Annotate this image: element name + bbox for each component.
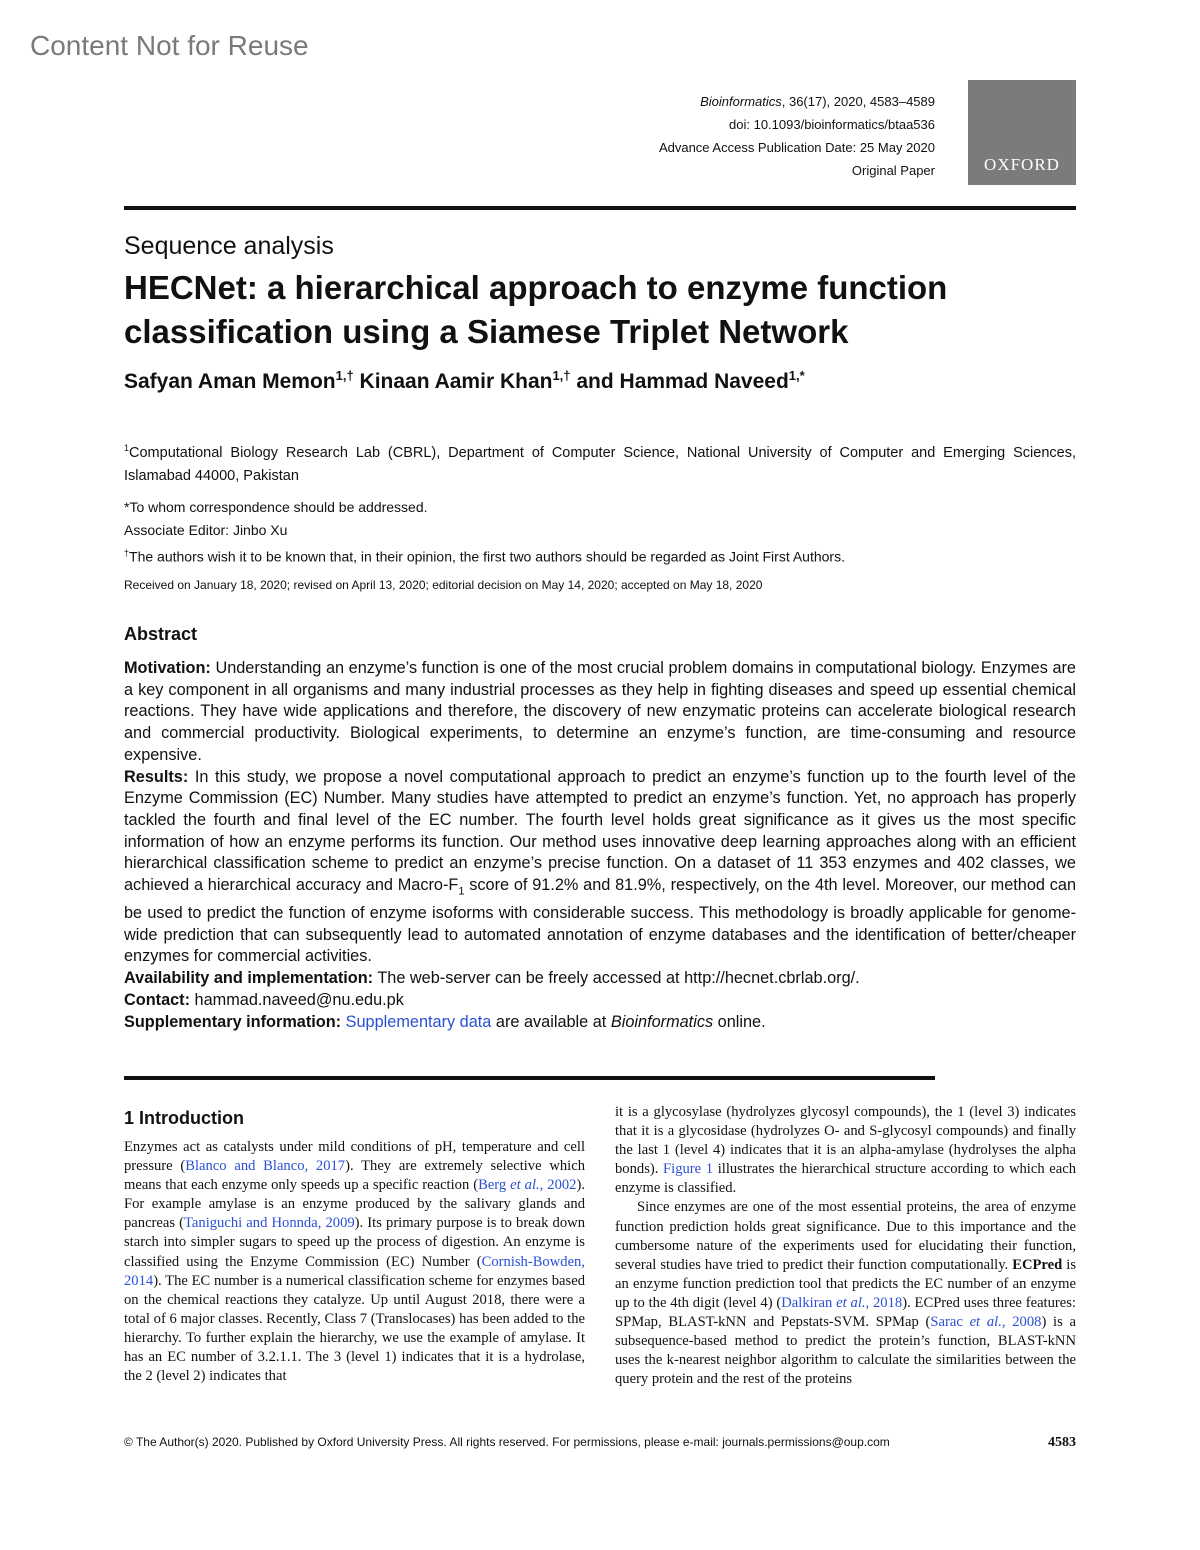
page-number: 4583 [1048,1435,1076,1450]
intro-paragraph [615,1103,1076,1198]
associate-editor: Associate Editor: Jinbo Xu [124,522,288,538]
text-run: ). For example amylase is an enzyme produced by the salivary glands and pancreas ( [124,1177,585,1232]
abstract-results: Results: In this study, we propose a novel computational approach to predict an enzyme’s function up to the fourth level of the Enzyme Commission (EC) Number. Many studies have attempted to predict an enzyme’s function. Yet, no approach has properly tackled the fourth and final level of the EC number. The fourth level holds great significance as it gives us the most specific information of how an enzyme performs its function. Our method uses innovative deep learning approaches along with an efficient hierarchical classification scheme to predict an enzyme’s precise function. On a dataset of 11 353 enzymes and 402 classes, we achieved a hierarchical accuracy and Macro-$F_1$ score of 91.2% and 81.9%, respectively, on the 4th level. Moreover, our method can be used to predict the function of enzyme isoforms with considerable success. This methodology is broadly applicable for genome-wide prediction that can subsequently lead to automated annotation of enzyme databases and the identification of better/cheaper enzymes for commercial activities. [124,767,1077,966]
body-column-left [124,1106,585,1386]
text-run: is an enzyme function prediction tool that predicts the EC number of an enzyme up to the 4th digit (level 4) ( [615,1256,1076,1311]
text-run: it is a glycosylase (hydrolyzes glycosyl compounds), the 1 (level 3) indicates that it is a glycosidase (hydrolyzes O- and S-glycosyl compounds) and finally the last 1 (level 4) indicates that it is an alpha-amylase (hydrolyses the alpha bonds). [615,1104,1076,1178]
copyright-notice: © The Author(s) 2020. Published by Oxford University Press. All rights reserved. For permissions, please e-mail: journals.permissions@oup.com [124,1435,890,1449]
watermark: Content Not for Reuse [30,30,309,61]
text-run: ECPred [1012,1256,1063,1273]
citation-link[interactable]: Cornish-Bowden, 2014 [124,1253,585,1289]
author[interactable]: and Hammad Naveed$^{1,*}$ [570,368,805,393]
author-list [124,368,805,394]
abstract-contact: Contact: hammad.naveed@nu.edu.pk [124,990,404,1009]
author[interactable]: Kinaan Aamir Khan$^{1,\dagger}$ [353,368,571,393]
intro-paragraph [124,1138,585,1386]
author-notes [124,496,1076,569]
intro-paragraph [615,1198,1076,1389]
abstract-motivation: Motivation: Understanding an enzyme’s function is one of the most crucial problem domains in computational biology. Enzymes are a key component in all organisms and many industrial processes as they help in fighting diseases and speed up essential chemical reactions. They have wide applications and therefore, the discovery of new enzymatic proteins can accelerate biological research and commercial productivity. Biological experiments, to determine an enzyme’s function, are time-consuming and resource expensive. [124,659,1076,764]
section-label: Sequence analysis [124,232,334,260]
joint-author-note: †The authors wish it to be known that, in their opinion, the first two authors should be regarded as Joint First Authors. [124,548,845,565]
author[interactable]: Safyan Aman Memon$^{1,\dagger}$ [124,368,354,393]
citation-link[interactable]: Sarac [930,1314,970,1331]
body-column-right [615,1103,1076,1389]
page-footer [124,1435,1076,1451]
supplementary-data-link[interactable]: Supplementary data [345,1012,492,1031]
abstract-body [124,658,1076,1033]
text-run: ). ECPred uses three features: SPMap, BLAST-kNN and Pepstats-SVM. SPMap ( [615,1294,1076,1331]
text-run: ) is a subsequence-based method to predict the protein’s function, BLAST-kNN uses the k-nearest neighbor algorithm to calculate the similarities between the query protein and the rest of the proteins [615,1314,1077,1388]
text-run: ). The EC number is a numerical classification scheme for enzymes based on the chemical reactions they catalyze. Up until August 2018, there were a total of 6 major classes. Recently, Class 7 (Translocases) has been added to the hierarchy. To further explain the hierarchy, we use the example of amylase. It has an EC number of 3.2.1.1. The 3 (level 1) indicates that it is a hydrolase, the 2 (level 2) indicates that [124,1272,585,1385]
citation-link[interactable]: et al. [510,1177,540,1194]
citation-link[interactable]: , 2002 [539,1177,577,1194]
journal-citation: Bioinformatics, 36(17), 2020, 4583–4589 [700,94,935,109]
abstract-supplementary: Supplementary information: Supplementary data are available at Bioinformatics online. [124,1012,766,1031]
text-run: ). They are extremely selective which means that each enzyme only speeds up a specific reaction ( [124,1158,585,1194]
citation-link[interactable]: Figure 1 [663,1161,714,1178]
citation-link[interactable]: Taniguchi and Honnda, 2009 [184,1215,355,1232]
citation-link[interactable]: Dalkiran [781,1294,837,1311]
citation-link[interactable]: , 2018 [865,1294,903,1311]
journal-info [659,90,935,182]
abstract-divider [124,1076,935,1080]
article-type: Original Paper [851,163,935,178]
affiliation: $^1$Computational Biology Research Lab (CBRL), Department of Computer Science, National University of Computer and Emerging Sciences, Islamabad 44000, Pakistan [124,443,1076,484]
header-divider [124,206,1076,210]
journal-name: Bioinformatics [700,94,782,109]
abstract-heading: Abstract [124,624,198,644]
section-heading: 1 Introduction [124,1108,244,1128]
publication-date: Advance Access Publication Date: 25 May 2020 [658,140,935,155]
abstract-availability: Availability and implementation: The web-server can be freely accessed at http://hecnet.cbrlab.org/. [124,969,860,988]
correspondence-note: *To whom correspondence should be addressed. [124,499,428,515]
paper-title: HECNet: a hierarchical approach to enzyme function classification using a Siamese Triplet Network [124,269,948,350]
citation-link[interactable]: Blanco and Blanco, 2017 [185,1158,346,1175]
citation-link[interactable]: , 2008 [1001,1314,1042,1331]
text-run: Enzymes act as catalysts under mild conditions of pH, temperature and cell pressure ( [124,1139,585,1175]
citation-link[interactable]: et al. [969,1314,1002,1331]
text-run: Since enzymes are one of the most essential proteins, the area of enzyme function prediction holds great significance. Due to this importance and the cumbersome nature of the experiments used for elucidating their function, several studies have tried to predict their function computationally. [615,1199,1076,1273]
publisher-logo: OXFORD [968,80,1076,185]
journal-doi[interactable]: doi: 10.1093/bioinformatics/btaa536 [729,117,935,132]
received-dates: Received on January 18, 2020; revised on April 13, 2020; editorial decision on May 14, 2020; accepted on May 18, 2020 [124,578,763,592]
text-run: ). Its primary purpose is to break down starch into simpler sugars to speed up the process of digestion. An enzyme is classified using the Enzyme Commission (EC) Number ( [124,1215,585,1270]
text-run: illustrates the hierarchical structure according to which each enzyme is classified. [615,1161,1076,1197]
citation-link[interactable]: Berg [478,1177,511,1194]
citation-link[interactable]: et al. [836,1294,866,1311]
